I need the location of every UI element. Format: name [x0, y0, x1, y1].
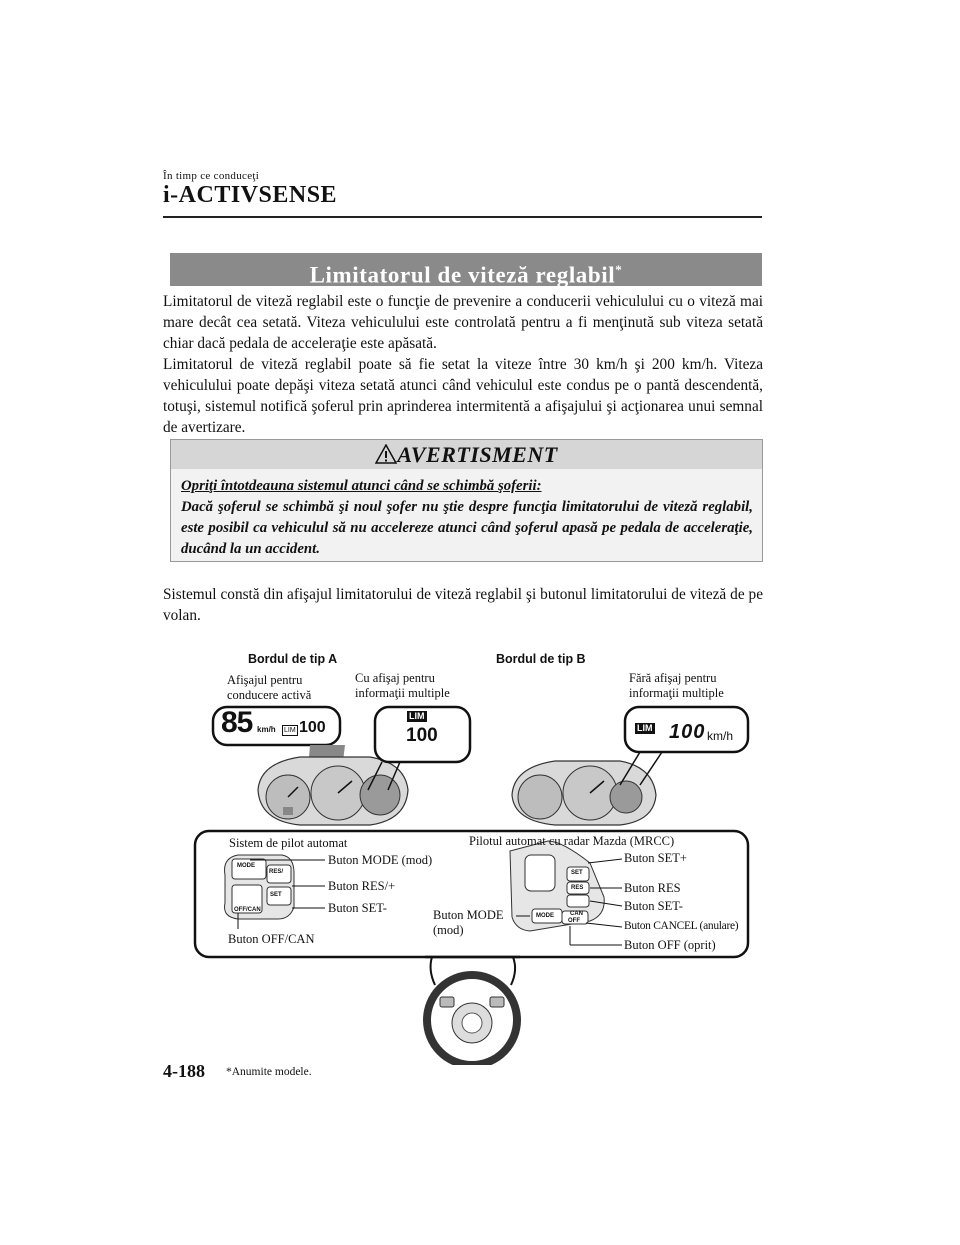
warning-body [181, 476, 753, 560]
adl-speed: 85 [221, 706, 253, 739]
header-rule [163, 216, 762, 218]
intro-paragraph-2: Limitatorul de viteză reglabil poate să fie setat la viteze între 30 km/h şi 200 km/h. Viteza vehiculului poate depăşi viteza setată atunci când vehiculul este condus pe o pantă descendentă, totuşi, sistemul notifică şoferul prin aprinderea intermitentă a afişajului şi acţionarea unui semnal de avertizare. [163, 356, 763, 436]
heading-title: Limitatorul de viteză reglabil [309, 262, 616, 288]
warning-triangle-icon [375, 444, 397, 464]
dash-b-label: Bordul de tip B [496, 652, 586, 666]
with-mid-label: Cu afişaj pentru informaţii multiple [355, 671, 450, 700]
res-plus-button-label: Buton RES/+ [328, 879, 396, 893]
system-paragraph: Sistemul constă din afişajul limitatorului de viteză reglabil şi butonul limitatorului de viteză de pe volan. [163, 586, 763, 624]
mode-button-label: Buton MODE (mod) [328, 853, 433, 867]
mrcc-system-label: Pilotul automat cu radar Mazda (MRCC) [469, 834, 675, 848]
adl-lim-icon: LIM [284, 727, 296, 734]
mrcc-switch-off-text: OFF [568, 918, 580, 924]
mrcc-switch-mode-text: MODE [536, 913, 554, 919]
warning-title: AVERTISMENT [397, 442, 558, 467]
switch-offcan-text: OFF/CAN [234, 907, 261, 913]
set-plus-button-label: Buton SET+ [624, 851, 687, 865]
without-mid-label: Fără afişaj pentru informaţii multiple [629, 671, 724, 700]
off-button-label: Buton OFF (oprit) [624, 938, 716, 952]
switch-mode-text: MODE [237, 863, 255, 869]
dash-a-cluster [258, 757, 408, 825]
switch-set-text: SET [270, 892, 282, 898]
offcan-button-label: Buton OFF/CAN [228, 932, 315, 946]
active-display-label: Afişajul pentru conducere activă [227, 673, 312, 702]
switch-res-text: RES/ [269, 869, 284, 875]
mid-speed: 100 [406, 725, 438, 746]
figure [170, 645, 765, 1065]
mrcc-switch-set-text: SET [571, 870, 583, 876]
adl-setspeed: 100 [299, 719, 326, 736]
intro-paragraph-1: Limitatorul de viteză reglabil este o funcţie de prevenire a conducerii vehiculului cu o viteză mai mare decât cea setată. Viteza vehiculului este controlată pentru a fi menţinută sub viteza setată chiar dacă pedala de acceleraţie este apăsată. [163, 293, 763, 352]
seg-speed: 100 [669, 721, 706, 743]
dash-b-cluster [512, 761, 656, 825]
cruise-system-label: Sistem de pilot automat [229, 836, 348, 850]
heading-asterisk: * [615, 262, 623, 277]
warning-box [170, 439, 763, 562]
res-button-label: Buton RES [624, 881, 681, 895]
footnote: *Anumite modele. [226, 1066, 312, 1078]
section-label: În timp ce conduceţi [163, 170, 260, 182]
mrcc-mode-button-label: Buton MODE (mod) [433, 908, 504, 937]
seg-lim-icon: LIM [637, 723, 653, 733]
mrcc-set-minus-button-label: Buton SET- [624, 899, 683, 913]
steering-wheel [425, 957, 520, 1065]
warning-line-1: Opriţi întotdeauna sistemul atunci când se schimbă şoferii: [181, 478, 542, 494]
section-title: i-ACTIVSENSE [163, 182, 338, 208]
warning-header [171, 440, 762, 469]
set-minus-button-label: Buton SET- [328, 901, 387, 915]
page-number: 4-188 [163, 1061, 205, 1081]
adl-unit: km/h [257, 725, 276, 734]
seg-unit: km/h [707, 729, 734, 743]
dash-a-label: Bordul de tip A [248, 652, 338, 666]
mid-lim-icon: LIM [409, 711, 425, 721]
mrcc-switch-can-text: CAN [570, 911, 583, 917]
page-heading [170, 253, 762, 286]
warning-line-2: Dacă şoferul se schimbă şi noul şofer nu ştie despre funcţia limitatorului de viteză reglabil, este posibil ca vehiculul să nu accelereze atunci când şoferul apasă pe pedala de acceleraţie, ducând la un accident. [181, 499, 753, 557]
mrcc-switch-res-text: RES [571, 885, 584, 891]
cancel-button-label: Buton CANCEL (anulare) [624, 920, 739, 932]
